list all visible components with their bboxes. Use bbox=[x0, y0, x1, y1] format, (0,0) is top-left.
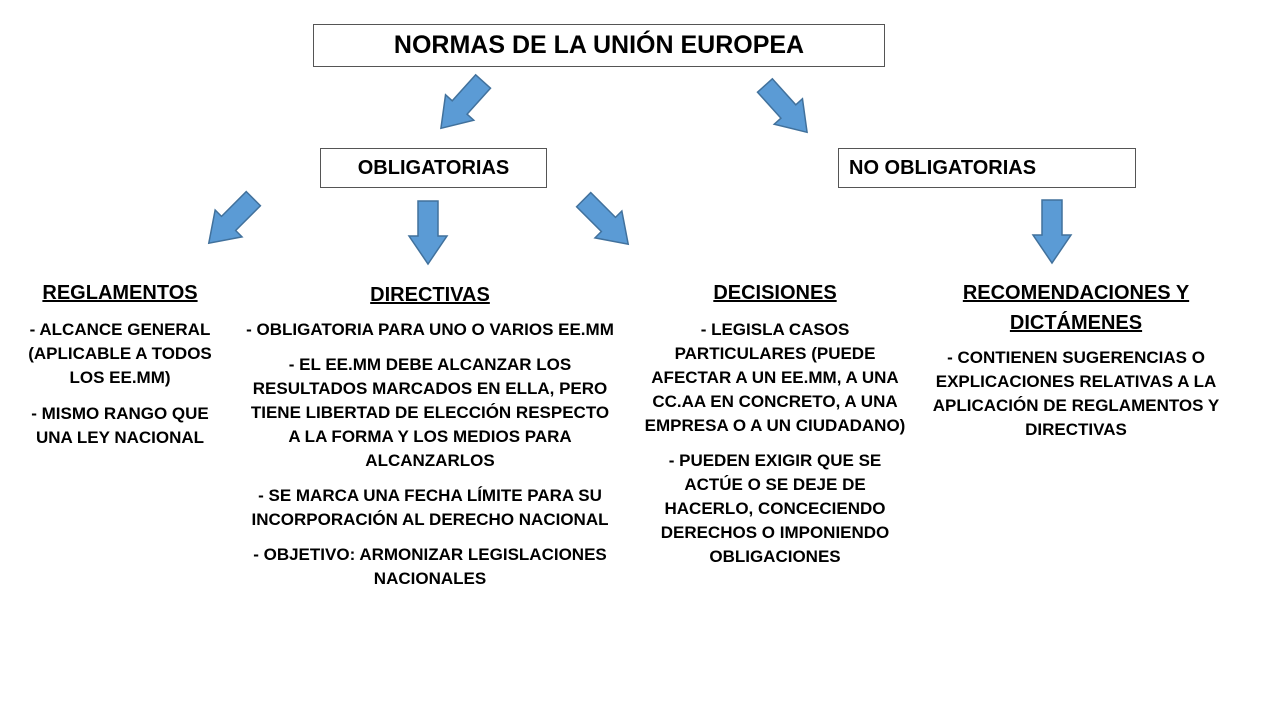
arrow-to-directivas-icon bbox=[409, 201, 447, 264]
directivas-item: - OBLIGATORIA PARA UNO O VARIOS EE.MM bbox=[246, 320, 614, 339]
obligatorias-box bbox=[320, 148, 547, 188]
reglamentos-heading: REGLAMENTOS bbox=[42, 282, 198, 304]
arrow-to-recomendaciones-icon bbox=[1033, 200, 1071, 263]
reglamentos-column bbox=[12, 278, 228, 450]
reglamentos-item: - MISMO RANGO QUE UNA LEY NACIONAL bbox=[31, 404, 209, 447]
directivas-column bbox=[244, 280, 616, 591]
directivas-heading: DIRECTIVAS bbox=[370, 284, 490, 306]
arrow-title-to-no-obligatorias-icon bbox=[751, 73, 821, 145]
diagram-title: NORMAS DE LA UNIÓN EUROPEA bbox=[393, 31, 805, 59]
decisiones-item: - PUEDEN EXIGIR QUE SE ACTÚE O SE DEJE DE HACERLO, CONCECIENDO DERECHOS O IMPONIENDO OBLIGACIONES bbox=[660, 451, 890, 566]
no-obligatorias-label: NO OBLIGATORIAS bbox=[849, 156, 1037, 179]
decisiones-heading: DECISIONES bbox=[713, 282, 837, 304]
decisiones-column bbox=[640, 278, 910, 569]
recomendaciones-column bbox=[930, 278, 1222, 442]
arrow-to-reglamentos-icon bbox=[195, 185, 266, 256]
no-obligatorias-box bbox=[838, 148, 1136, 188]
reglamentos-item: - ALCANCE GENERAL (APLICABLE A TODOS LOS EE.MM) bbox=[28, 320, 212, 387]
arrow-title-to-obligatorias-icon bbox=[427, 69, 497, 141]
title-box bbox=[313, 24, 885, 67]
obligatorias-label: OBLIGATORIAS bbox=[357, 156, 510, 179]
directivas-item: - OBJETIVO: ARMONIZAR LEGISLACIONES NACIONALES bbox=[253, 545, 607, 588]
decisiones-item: - LEGISLA CASOS PARTICULARES (PUEDE AFECTAR A UN EE.MM, A UNA CC.AA EN CONCRETO, A UNA EMPRESA O A UN CIUDADANO) bbox=[644, 320, 906, 435]
recomendaciones-item: - CONTIENEN SUGERENCIAS O EXPLICACIONES RELATIVAS A LA APLICACIÓN DE REGLAMENTOS Y DIRECTIVAS bbox=[932, 348, 1220, 439]
arrow-to-decisiones-icon bbox=[570, 186, 641, 257]
directivas-item: - EL EE.MM DEBE ALCANZAR LOS RESULTADOS MARCADOS EN ELLA, PERO TIENE LIBERTAD DE ELECCIÓN RESPECTO A LA FORMA Y LOS MEDIOS PARA ALCANZARLOS bbox=[250, 355, 610, 470]
directivas-item: - SE MARCA UNA FECHA LÍMITE PARA SU INCORPORACIÓN AL DERECHO NACIONAL bbox=[251, 486, 609, 529]
recomendaciones-heading: RECOMENDACIONES Y DICTÁMENES bbox=[962, 282, 1190, 334]
